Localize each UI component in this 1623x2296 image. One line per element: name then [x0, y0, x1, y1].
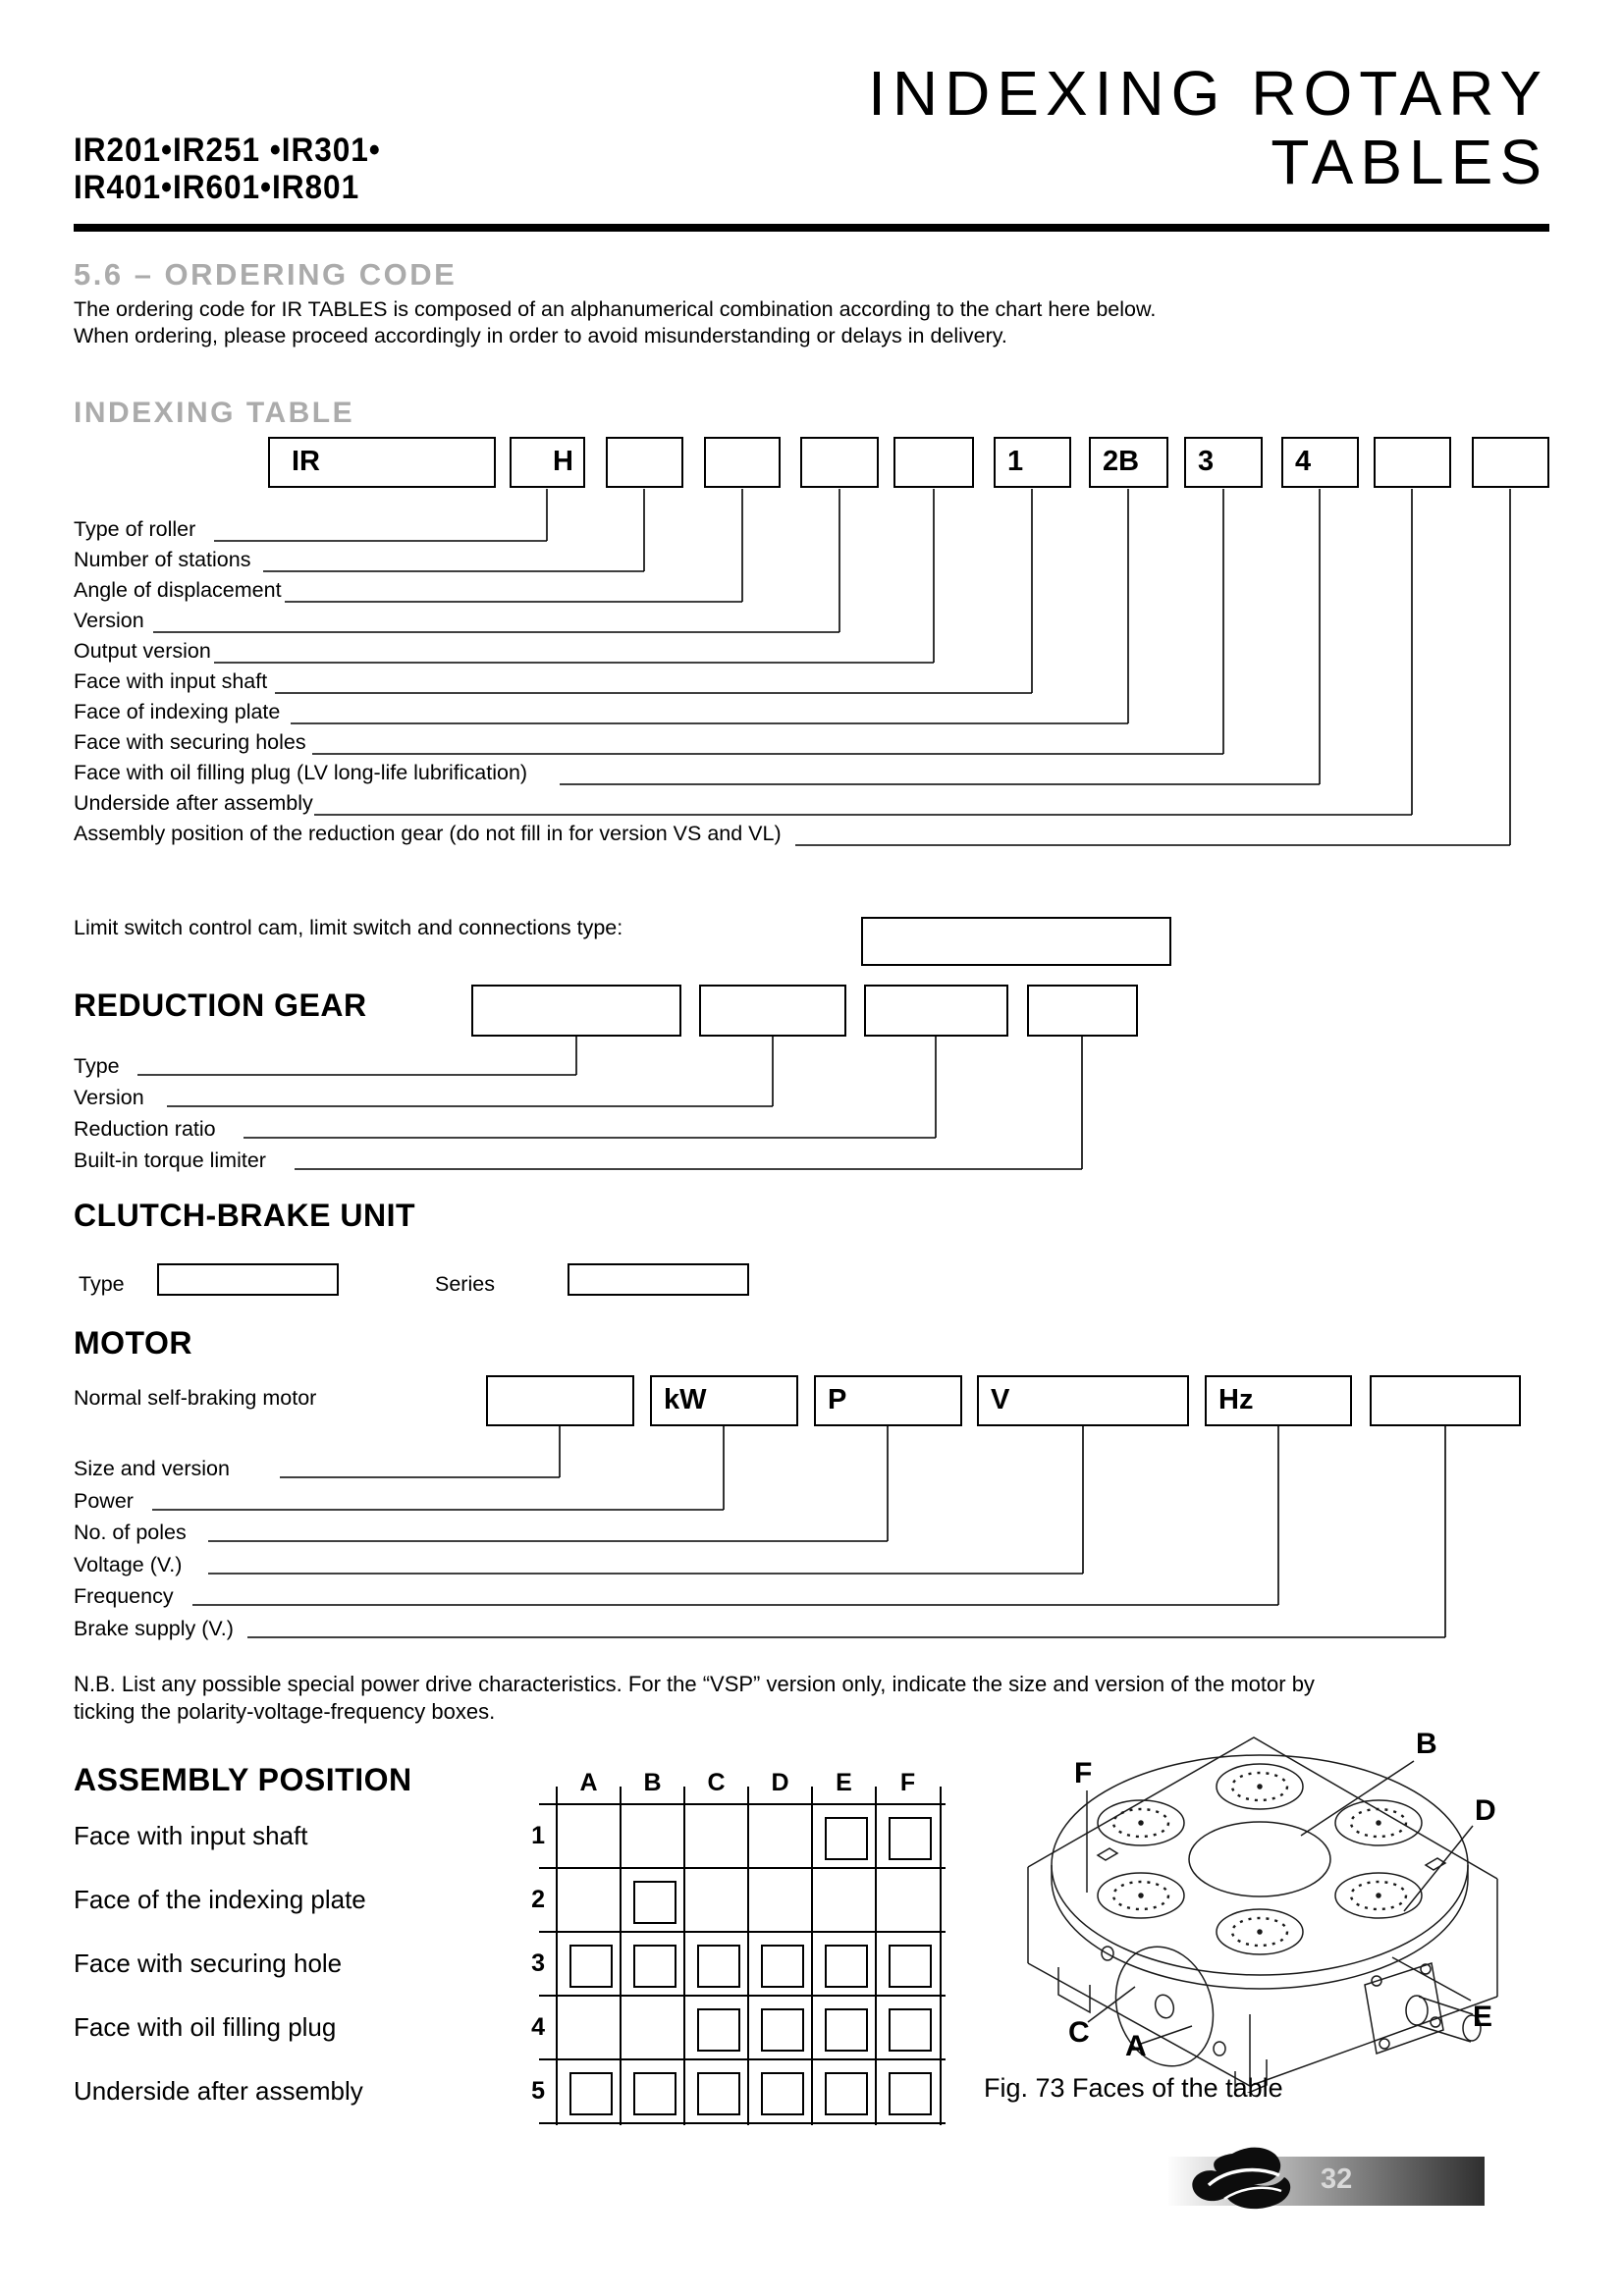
assembly-cell — [684, 1804, 748, 1868]
indexing-label-underside: Underside after assembly — [74, 791, 313, 815]
section-heading: 5.6 – ORDERING CODE — [74, 257, 458, 292]
assembly-grid — [557, 1804, 940, 2123]
indexing-label-roller: Type of roller — [74, 517, 196, 541]
assembly-cell — [812, 2059, 876, 2123]
code-box-index-plate: 2B — [1089, 437, 1168, 488]
assembly-cell — [876, 2059, 940, 2123]
page-title-line2: TABLES — [1271, 127, 1548, 197]
assembly-cell — [684, 1996, 748, 2059]
assembly-cell — [748, 1868, 812, 1932]
motor-label-voltage: Voltage (V.) — [74, 1553, 183, 1576]
motor-row-label: Normal self-braking motor — [74, 1386, 317, 1410]
assembly-cell — [812, 1804, 876, 1868]
assembly-cell — [557, 1868, 621, 1932]
assembly-heading: ASSEMBLY POSITION — [74, 1762, 412, 1797]
assembly-row-num-4: 4 — [531, 2013, 545, 2041]
assembly-row-label-5: Underside after assembly — [74, 2076, 363, 2106]
col-letter-f: F — [899, 1769, 916, 1796]
intro-line2: When ordering, please proceed accordingly in order to avoid misunderstanding or delays in delivery. — [74, 324, 1007, 347]
assembly-cell — [684, 2059, 748, 2123]
assembly-cell — [621, 1996, 684, 2059]
indexing-label-input-shaft: Face with input shaft — [74, 669, 268, 693]
assembly-cell — [621, 1932, 684, 1996]
brand-logo-icon — [1183, 2140, 1311, 2223]
face-label-d: D — [1475, 1794, 1496, 1827]
motor-box-frequency: Hz — [1205, 1375, 1352, 1426]
assembly-row-label-1: Face with input shaft — [74, 1821, 308, 1850]
assembly-cell — [748, 2059, 812, 2123]
code-box-roller: H — [510, 437, 585, 488]
limit-switch-box — [861, 917, 1171, 966]
assembly-cell — [621, 1804, 684, 1868]
motor-label-power: Power — [74, 1489, 134, 1513]
motor-label-size: Size and version — [74, 1457, 230, 1480]
assembly-row-num-5: 5 — [531, 2077, 545, 2105]
motor-box-poles: P — [814, 1375, 962, 1426]
header-rule — [74, 224, 1549, 232]
page-number: 32 — [1321, 2163, 1353, 2195]
col-letter-b: B — [643, 1769, 662, 1796]
assembly-cell — [812, 1996, 876, 2059]
assembly-cell — [557, 1932, 621, 1996]
col-letter-c: C — [707, 1769, 726, 1796]
face-label-e: E — [1473, 2001, 1493, 2033]
motor-box-voltage: V — [977, 1375, 1189, 1426]
motor-heading: MOTOR — [74, 1325, 193, 1361]
col-letter-a: A — [579, 1769, 598, 1796]
motor-label-poles: No. of poles — [74, 1521, 187, 1544]
assembly-cell — [812, 1868, 876, 1932]
assembly-row-labels — [74, 1804, 366, 2123]
code-box-stations — [606, 437, 683, 488]
limit-switch-label: Limit switch control cam, limit switch and connections type: — [74, 916, 623, 939]
assembly-cell — [557, 2059, 621, 2123]
assembly-cell — [876, 1996, 940, 2059]
face-label-b: B — [1416, 1728, 1437, 1760]
motor-box-brake — [1370, 1375, 1521, 1426]
clutch-brake-heading: CLUTCH-BRAKE UNIT — [74, 1198, 416, 1233]
assembly-row-label-3: Face with securing hole — [74, 1949, 343, 1978]
assembly-cell — [876, 1868, 940, 1932]
code-box-output — [893, 437, 974, 488]
code-box-securing: 3 — [1184, 437, 1263, 488]
indexing-label-oil-plug: Face with oil filling plug (LV long-life lubrification) — [74, 761, 528, 784]
rg-label-limiter: Built-in torque limiter — [74, 1148, 266, 1172]
assembly-cell — [748, 1932, 812, 1996]
assembly-cell — [748, 1804, 812, 1868]
assembly-row-num-2: 2 — [531, 1886, 545, 1913]
indexing-label-securing: Face with securing holes — [74, 730, 306, 754]
code-box-input-shaft: 1 — [994, 437, 1071, 488]
cb-type-box — [157, 1263, 339, 1296]
indexing-table-heading: INDEXING TABLE — [74, 397, 355, 429]
code-box-underside — [1374, 437, 1451, 488]
code-box-oil-plug: 4 — [1281, 437, 1359, 488]
assembly-row-label-4: Face with oil filling plug — [74, 2012, 337, 2042]
cb-type-label: Type — [79, 1272, 125, 1296]
indexing-label-index-plate: Face of indexing plate — [74, 700, 281, 723]
code-box-angle — [704, 437, 781, 488]
rg-label-type: Type — [74, 1054, 120, 1078]
page-title-line1: INDEXING ROTARY — [868, 58, 1548, 129]
figure-caption: Fig. 73 Faces of the table — [984, 2073, 1283, 2103]
assembly-cell — [621, 2059, 684, 2123]
page-title — [868, 59, 1548, 196]
code-box-assembly-pos — [1472, 437, 1549, 488]
face-label-f: F — [1074, 1757, 1093, 1789]
assembly-cell — [812, 1932, 876, 1996]
indexing-label-stations: Number of stations — [74, 548, 251, 571]
indexing-label-output: Output version — [74, 639, 211, 663]
assembly-row-numbers — [512, 1804, 545, 2123]
assembly-cell — [748, 1996, 812, 2059]
assembly-row-num-1: 1 — [531, 1822, 545, 1849]
note-line2: ticking the polarity-voltage-frequency boxes. — [74, 1699, 496, 1724]
code-box-prefix: IR — [268, 437, 496, 488]
rg-box-limiter — [1027, 985, 1138, 1037]
assembly-column-letters — [557, 1769, 940, 1797]
code-box-version — [800, 437, 879, 488]
face-label-a: A — [1125, 2030, 1147, 2062]
col-letter-d: D — [771, 1769, 789, 1796]
assembly-cell — [621, 1868, 684, 1932]
intro-line1: The ordering code for IR TABLES is composed of an alphanumerical combination according to the chart here below. — [74, 297, 1157, 321]
note-line1: N.B. List any possible special power drive characteristics. For the “VSP” version only, indicate the size and version of the motor by — [74, 1672, 1315, 1696]
face-label-c: C — [1068, 2016, 1090, 2049]
rg-label-version: Version — [74, 1086, 144, 1109]
assembly-cell — [876, 1804, 940, 1868]
model-numbers-line2: IR401•IR601•IR801 — [74, 169, 360, 206]
assembly-cell — [557, 1996, 621, 2059]
assembly-row-label-2: Face of the indexing plate — [74, 1885, 366, 1914]
indexing-label-assembly: Assembly position of the reduction gear (do not fill in for version VS and VL) — [74, 822, 782, 845]
assembly-cell — [557, 1804, 621, 1868]
rg-label-ratio: Reduction ratio — [74, 1117, 216, 1141]
assembly-cell — [684, 1868, 748, 1932]
indexing-label-version: Version — [74, 609, 144, 632]
indexing-label-angle: Angle of displacement — [74, 578, 282, 602]
cb-series-box — [568, 1263, 749, 1296]
motor-label-brake: Brake supply (V.) — [74, 1617, 234, 1640]
cb-series-label: Series — [435, 1272, 495, 1296]
rg-box-type — [471, 985, 681, 1037]
motor-label-frequency: Frequency — [74, 1584, 174, 1608]
rg-box-version — [699, 985, 846, 1037]
col-letter-e: E — [836, 1769, 852, 1796]
assembly-row-num-3: 3 — [531, 1949, 545, 1977]
assembly-cell — [876, 1932, 940, 1996]
model-numbers-line1: IR201•IR251 •IR301• — [74, 132, 381, 169]
motor-box-size — [486, 1375, 634, 1426]
assembly-cell — [684, 1932, 748, 1996]
rg-box-ratio — [864, 985, 1008, 1037]
motor-box-power: kW — [650, 1375, 798, 1426]
reduction-gear-heading: REDUCTION GEAR — [74, 988, 367, 1023]
table-faces-drawing — [972, 1710, 1542, 2093]
